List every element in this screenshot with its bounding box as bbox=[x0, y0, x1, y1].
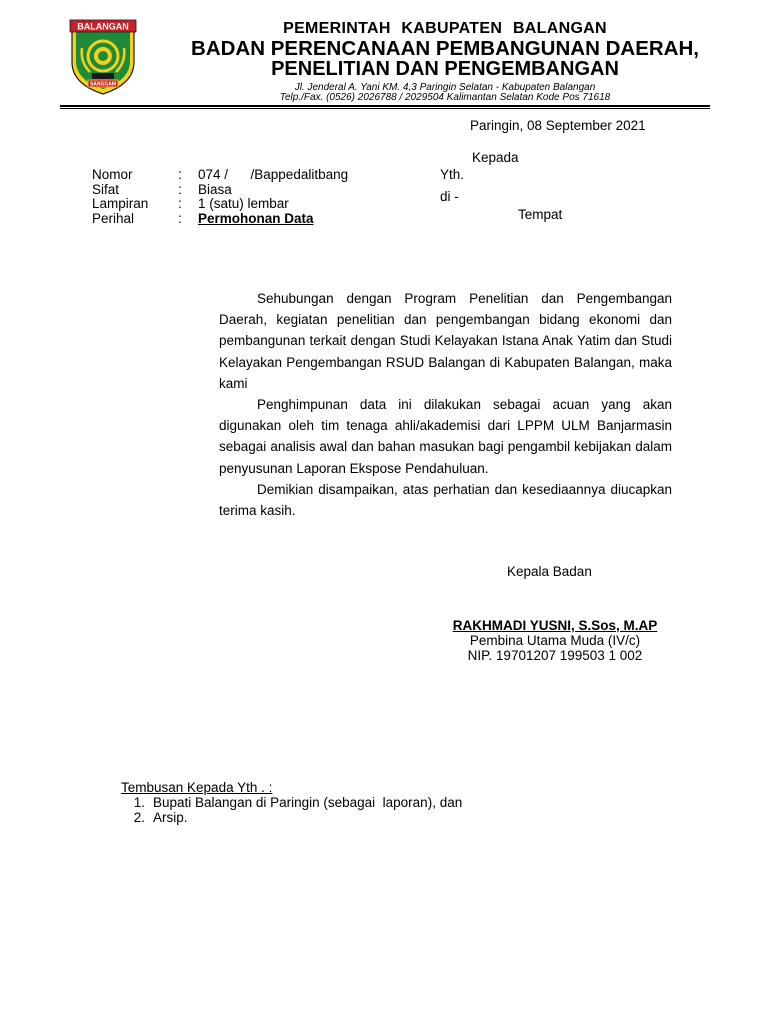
body-paragraph-2: Penghimpunan data ini dilakukan sebagai acuan yang akan digunakan oleh tim tenaga ahli/akademisi dari LPPM ULM Banjarmasin sebagai analisis awal dan bahan masukan bagi pengambil kebijakan dalam penyusunan Laporan Ekspose Pendahuluan. bbox=[219, 397, 672, 476]
signatory-name: RAKHMADI YUSNI, S.Sos, M.AP bbox=[452, 618, 658, 633]
letterhead-agency-2: PENELITIAN DAN PENGEMBANGAN bbox=[271, 58, 619, 80]
body-paragraph-3: Demikian disampaikan, atas perhatian dan kesediaannya diucapkan terima kasih. bbox=[219, 481, 672, 519]
list-item-text: Arsip. bbox=[153, 810, 188, 825]
meta-label: Lampiran bbox=[92, 196, 149, 211]
signatory-rank: Pembina Utama Muda (IV/c) bbox=[469, 633, 641, 648]
meta-label: Sifat bbox=[92, 181, 120, 197]
tembusan-block bbox=[121, 780, 462, 825]
logo-bottom-text: SANGGAM bbox=[89, 81, 117, 88]
list-item bbox=[121, 810, 462, 825]
letterhead-phone: Telp./Fax. (0526) 2026788 / 2029504 Kalimantan Selatan Kode Pos 71618 bbox=[279, 92, 611, 103]
meta-value-subject: Permohonan Data bbox=[198, 210, 314, 226]
list-item bbox=[121, 795, 462, 810]
logo-banner-text: BALANGAN bbox=[77, 21, 129, 32]
signatory-nip: NIP. 19701207 199503 1 002 bbox=[467, 648, 643, 663]
list-item-text: Bupati Balangan di Paringin (sebagai laporan), dan bbox=[153, 795, 463, 810]
letterhead-rule-thick bbox=[60, 105, 710, 107]
meta-colon: : bbox=[178, 210, 182, 226]
meta-label: Perihal bbox=[92, 210, 135, 226]
meta-colon: : bbox=[178, 181, 182, 197]
addressee-tempat: Tempat bbox=[518, 207, 563, 222]
meta-value: Biasa bbox=[198, 181, 232, 197]
letterhead-government: PEMERINTAH KABUPATEN BALANGAN bbox=[283, 20, 607, 37]
letter-date: Paringin, 08 September 2021 bbox=[470, 118, 646, 133]
letterhead-address: Jl. Jenderal A. Yani KM. 4,3 Paringin Selatan - Kabupaten Balangan bbox=[294, 82, 596, 93]
meta-label: Nomor bbox=[92, 167, 133, 182]
tembusan-title: Tembusan Kepada Yth . : bbox=[121, 780, 273, 795]
addressee-yth: Yth. bbox=[440, 167, 465, 182]
list-item-number: 2. bbox=[133, 810, 145, 825]
letterhead-agency: BADAN PERENCANAAN PEMBANGUNAN DAERAH, bbox=[191, 37, 699, 60]
addressee-kepada: Kepada bbox=[472, 150, 519, 165]
list-item-number: 1. bbox=[133, 795, 145, 810]
meta-value: 074 / /Bappedalitbang bbox=[198, 167, 349, 182]
addressee-di: di - bbox=[440, 189, 459, 204]
closing-title: Kepala Badan bbox=[507, 564, 592, 579]
tembusan-list bbox=[121, 795, 462, 825]
body-paragraph-1: Sehubungan dengan Program Penelitian dan Pengembangan Daerah, kegiatan penelitian dan pengembangan bidang ekonomi dan pembangunan terkait dengan Studi Kelayakan Istana Anak Yatim dan Studi Kelayakan Pengembangan RSUD Balangan di Kabupaten Balangan, maka kami bbox=[219, 291, 672, 391]
signature-block bbox=[440, 618, 670, 663]
balangan-logo-icon bbox=[66, 18, 140, 96]
meta-value: 1 (satu) lembar bbox=[198, 196, 289, 211]
meta-colon: : bbox=[178, 167, 182, 182]
letter-body bbox=[219, 288, 672, 521]
letterhead-rule-thin bbox=[60, 108, 710, 109]
meta-colon: : bbox=[178, 196, 182, 211]
